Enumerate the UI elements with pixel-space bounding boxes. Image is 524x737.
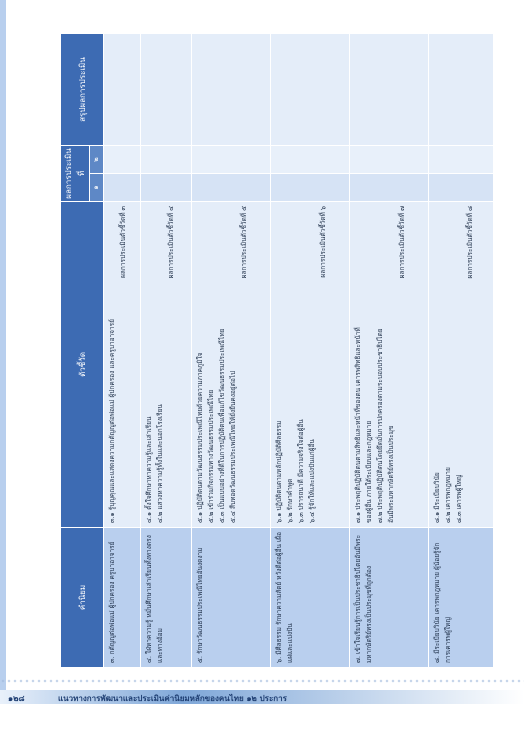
indicator-text: อันมีพระมหากษัตริย์ทรงเป็นประมุข [386, 425, 395, 523]
summary-cell[interactable] [428, 34, 493, 146]
table-body [104, 34, 494, 668]
rotated-assessment-table [60, 34, 494, 668]
criterion-text: ผลการประเมินตัวชี้วัดที่ ๗ [397, 206, 406, 279]
result-cell-1[interactable] [140, 174, 191, 202]
indicator-text: ๗.๒ ประพฤติปฏิบัติตนโดยยึดมั่นการปกครองตามระบอบประชาธิปไตย [375, 328, 384, 523]
indicator-text: ๗.๑ ประพฤติปฏิบัติตนตามสิทธิและหน้าที่ของตน เคารพสิทธิและหน้าที่ [353, 327, 362, 523]
summary-cell[interactable] [104, 34, 141, 146]
result-cell-1[interactable] [349, 174, 428, 202]
table-row [428, 34, 493, 668]
summary-cell[interactable] [140, 34, 191, 146]
indicator-cell [428, 202, 493, 528]
header-standard: คำนิยม [61, 528, 104, 668]
indicator-text: ๖.๑ ปฏิบัติตนตามหลักปฏิบัติศีลธรรม [274, 420, 283, 523]
result-cell-1[interactable] [104, 174, 141, 202]
indicator-text: ๕.๒ เข้าร่วมกิจกรรมทางวัฒนธรรมประเพณีไทย [206, 389, 215, 523]
book-title: แนวทางการพัฒนาและประเมินค่านิยมหลักของคนไทย ๑๒ ประการ [58, 694, 287, 703]
indicator-text: ของผู้อื่น ภายใต้ระเบียบและกฎหมาย [364, 420, 373, 523]
header-indicator: ตัวชี้วัด [61, 202, 104, 528]
criterion-text: ผลการประเมินตัวชี้วัดที่ ๕ [239, 206, 248, 279]
result-cell-2[interactable] [349, 146, 428, 174]
result-cell-2[interactable] [191, 146, 270, 174]
indicator-cell [270, 202, 349, 528]
indicator-text: ๘.๑ มีระเบียบวินัย [432, 472, 441, 523]
decorative-dot-pattern [0, 678, 524, 684]
standard-cell: ๔. ใฝ่หาความรู้ หมั่นศึกษาเล่าเรียนทั้งทางตรงและทางอ้อม [140, 528, 191, 668]
header-result-1: ๑ [90, 174, 104, 202]
table-row [104, 34, 141, 668]
criterion-text: ผลการประเมินตัวชี้วัดที่ ๔ [166, 206, 175, 279]
result-cell-1[interactable] [191, 174, 270, 202]
indicator-cell [104, 202, 141, 528]
criterion-text: ผลการประเมินตัวชี้วัดที่ ๖ [318, 206, 327, 278]
indicator-text: ๔.๒ แสวงหาความรู้ทั้งในและนอกโรงเรียน [155, 404, 164, 523]
assessment-table [60, 33, 494, 668]
indicator-text: ๘.๓ เคารพผู้ใหญ่ [454, 474, 463, 523]
result-cell-2[interactable] [140, 146, 191, 174]
indicator-text: ๖.๒ รักษาคำพูด [285, 478, 294, 523]
table-row [140, 34, 191, 668]
result-cell-2[interactable] [104, 146, 141, 174]
criterion-text: ผลการประเมินตัวชี้วัดที่ ๓ [119, 206, 127, 278]
summary-cell[interactable] [349, 34, 428, 146]
indicator-cell [191, 202, 270, 528]
table-row [191, 34, 270, 668]
standard-cell: ๖. มีศีลธรรม รักษาความสัตย์ หวังดีต่อผู้อื่น เผื่อแผ่และแบ่งปัน [270, 528, 349, 668]
left-decorative-stripe [0, 0, 6, 690]
result-cell-1[interactable] [428, 174, 493, 202]
standard-cell: ๗. เข้าใจเรียนรู้การเป็นประชาธิปไตยอันมีพระมหากษัตริย์ทรงเป็นประมุขที่ถูกต้อง [349, 528, 428, 668]
result-cell-2[interactable] [428, 146, 493, 174]
indicator-cell [140, 202, 191, 528]
indicator-cell [349, 202, 428, 528]
result-cell-1[interactable] [270, 174, 349, 202]
indicator-text: ๖.๓ ปรารถนาดี มีความจริงใจต่อผู้อื่น [296, 419, 305, 523]
header-result: ผลการประเมินที่ [61, 146, 90, 202]
header-result-2: ๒ [90, 146, 104, 174]
indicator-text: ๕.๑ ปฏิบัติตนตามวัฒนธรรมประเพณีไทยด้วยความภาคภูมิใจ [195, 352, 204, 523]
result-cell-2[interactable] [270, 146, 349, 174]
header-summary: สรุปผลการประเมิน [61, 34, 104, 146]
table-row [270, 34, 349, 668]
indicator-text: ๓.๑ รู้บุญคุณและแสดงความกตัญญูต่อพ่อแม่ ผู้ปกครอง และครูบาอาจารย์ [108, 319, 116, 523]
standard-cell: ๓. กตัญญูต่อพ่อแม่ ผู้ปกครอง ครูบาอาจารย์ [104, 528, 141, 668]
indicator-text: ๘.๒ เคารพกฎหมาย [443, 467, 452, 523]
standard-cell: ๕. รักษาวัฒนธรรมประเพณีไทยอันงดงาม [191, 528, 270, 668]
indicator-text: ๖.๔ รู้จักให้และแบ่งปันแก่ผู้อื่น [307, 439, 316, 523]
indicator-text: ๕.๓ เป็นแบบอย่างที่ดีในการปฏิบัติตนเพื่อแก้ไขวัฒนธรรมประเพณีไทย [217, 328, 226, 523]
table-row [349, 34, 428, 668]
page-number: ๑๒๘ [8, 694, 25, 703]
indicator-text: ๔.๑ ตั้งใจศึกษาหาความรู้และเล่าเรียน [144, 416, 153, 523]
summary-cell[interactable] [270, 34, 349, 146]
criterion-text: ผลการประเมินตัวชี้วัดที่ ๘ [465, 206, 474, 279]
standard-cell: ๘. มีระเบียบวินัย เคารพกฎหมาย ผู้น้อยรู้จักการเคารพผู้ใหญ่ [428, 528, 493, 668]
indicator-text: ๕.๔ สืบทอดวัฒนธรรมประเพณีไทยให้ยั่งยืนคงอยู่ต่อไป [228, 370, 237, 523]
summary-cell[interactable] [191, 34, 270, 146]
